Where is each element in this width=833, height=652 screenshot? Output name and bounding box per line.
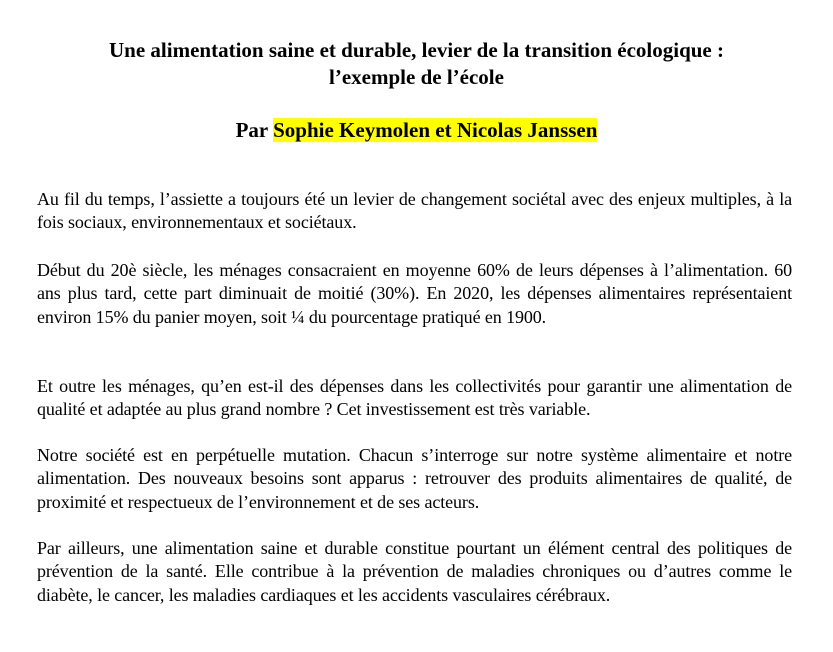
paragraph-5: Par ailleurs, une alimentation saine et durable constitue pourtant un élément central des politiques de prévention de la santé. Elle contribue à la prévention de maladies chroniques ou d’autres comme le diabète, le cancer, les maladies cardiaques et les accidents vasculaires cérébraux. (37, 538, 792, 605)
paragraph-1: Au fil du temps, l’assiette a toujours été un levier de changement sociétal avec des enjeux multiples, à la fois sociaux, environnementaux et sociétaux. (37, 189, 792, 233)
paragraph-2: Début du 20è siècle, les ménages consacraient en moyenne 60% de leurs dépenses à l’alimentation. 60 ans plus tard, cette part diminuait de moitié (30%). En 2020, les dépenses alimentaires représentaient environ 15% du panier moyen, soit ¼ du pourcentage pratiqué en 1900. (37, 260, 792, 327)
title-line-1: Une alimentation saine et durable, levier de la transition écologique : (109, 38, 724, 62)
title-line-2: l’exemple de l’école (329, 65, 504, 89)
byline (40, 117, 793, 144)
document-title (40, 37, 793, 91)
byline-authors: Sophie Keymolen et Nicolas Janssen (273, 118, 598, 142)
paragraph-3: Et outre les ménages, qu’en est-il des dépenses dans les collectivités pour garantir une alimentation de qualité et adaptée au plus grand nombre ? Cet investissement est très variable. (37, 376, 792, 420)
paragraph-4: Notre société est en perpétuelle mutation. Chacun s’interroge sur notre système alimentaire et notre alimentation. Des nouveaux besoins sont apparus : retrouver des produits alimentaires de qualité, de proximité et respectueux de l’environnement et de ses acteurs. (37, 445, 792, 512)
byline-prefix: Par (235, 118, 274, 142)
